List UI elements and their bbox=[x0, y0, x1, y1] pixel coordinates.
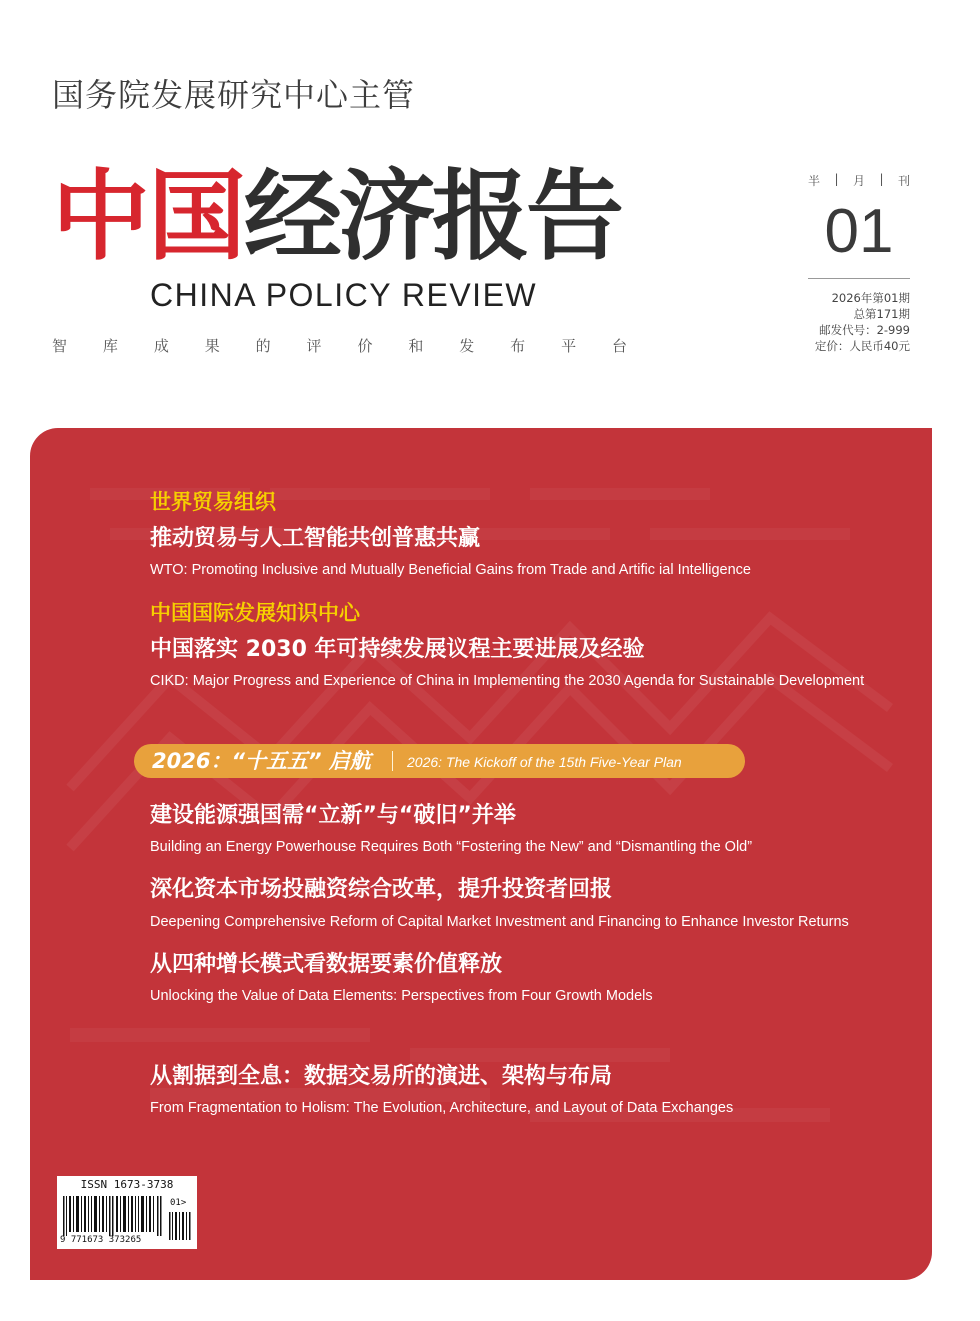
price-line: 定价：人民币40元 bbox=[814, 339, 910, 353]
slogan-char: 成 bbox=[153, 337, 169, 355]
issue-number: 01 bbox=[824, 197, 894, 266]
slogan bbox=[52, 335, 627, 356]
english-title: CHINA POLICY REVIEW bbox=[150, 277, 538, 313]
addon-barcode-icon bbox=[168, 1212, 192, 1240]
frequency-separator: | bbox=[834, 172, 839, 186]
article-source: 世界贸易组织 bbox=[150, 490, 276, 514]
barcode-icon bbox=[63, 1196, 163, 1236]
frequency-char: 刊 bbox=[897, 174, 910, 188]
feature-article-title[interactable]: 从割据到全息：数据交易所的演进、架构与布局 bbox=[150, 1064, 613, 1089]
masthead-red: 中国 bbox=[52, 159, 245, 274]
feature-banner-title: 2026：“十五五” 启航 bbox=[152, 749, 371, 773]
slogan-char: 和 bbox=[408, 337, 424, 355]
postal-code-line: 邮发代号：2-999 bbox=[819, 323, 910, 337]
feature-banner-english: 2026: The Kickoff of the 15th Five-Year Plan bbox=[407, 754, 682, 770]
frequency-char: 半 bbox=[808, 174, 821, 188]
feature-article-english: Deepening Comprehensive Reform of Capital Market Investment and Financing to Enhance Investor Returns bbox=[150, 914, 849, 930]
frequency-label bbox=[808, 172, 910, 189]
frequency-char: 月 bbox=[852, 174, 865, 188]
slogan-char: 价 bbox=[357, 337, 373, 355]
feature-article-english: Building an Energy Powerhouse Requires Both “Fostering the New” and “Dismantling the Old” bbox=[150, 839, 753, 855]
barcode-addon-number: 01> bbox=[170, 1198, 187, 1208]
article-english: CIKD: Major Progress and Experience of China in Implementing the 2030 Agenda for Sustainable Development bbox=[150, 673, 865, 689]
frequency-separator: | bbox=[879, 172, 884, 186]
slogan-char: 库 bbox=[102, 337, 118, 355]
slogan-char: 智 bbox=[52, 337, 68, 355]
ean-number: 9 771673 373265 bbox=[60, 1235, 142, 1245]
masthead bbox=[52, 158, 620, 276]
slogan-char: 评 bbox=[306, 337, 322, 355]
supervisor-line: 国务院发展研究中心主管 bbox=[52, 76, 416, 114]
slogan-char: 平 bbox=[561, 337, 577, 355]
feature-article-title[interactable]: 建设能源强国需“立新”与“破旧”并举 bbox=[150, 803, 516, 828]
slogan-char: 发 bbox=[459, 337, 475, 355]
feature-article-english: Unlocking the Value of Data Elements: Perspectives from Four Growth Models bbox=[150, 988, 653, 1004]
issue-year-line: 2026年第01期 bbox=[831, 291, 910, 305]
feature-article-english: From Fragmentation to Holism: The Evolution, Architecture, and Layout of Data Exchanges bbox=[150, 1100, 734, 1116]
slogan-char: 的 bbox=[255, 337, 271, 355]
article-source: 中国国际发展知识中心 bbox=[150, 601, 360, 625]
feature-article-title[interactable]: 从四种增长模式看数据要素价值释放 bbox=[150, 952, 503, 977]
slogan-char: 台 bbox=[611, 337, 627, 355]
issn-number: ISSN 1673-3738 bbox=[80, 1178, 174, 1191]
slogan-char: 布 bbox=[510, 337, 526, 355]
slogan-char: 果 bbox=[204, 337, 220, 355]
issue-total-line: 总第171期 bbox=[853, 307, 910, 321]
article-english: WTO: Promoting Inclusive and Mutually Beneficial Gains from Trade and Artific ial Intelligence bbox=[150, 562, 751, 578]
article-title[interactable]: 中国落实 2030 年可持续发展议程主要进展及经验 bbox=[150, 637, 645, 662]
masthead-dark: 经济报告 bbox=[244, 159, 621, 274]
article-title[interactable]: 推动贸易与人工智能共创普惠共赢 bbox=[150, 526, 481, 551]
info-divider bbox=[808, 278, 910, 279]
feature-article-title[interactable]: 深化资本市场投融资综合改革，提升投资者回报 bbox=[150, 877, 613, 902]
feature-banner-divider bbox=[392, 751, 393, 771]
issue-details bbox=[780, 290, 910, 354]
